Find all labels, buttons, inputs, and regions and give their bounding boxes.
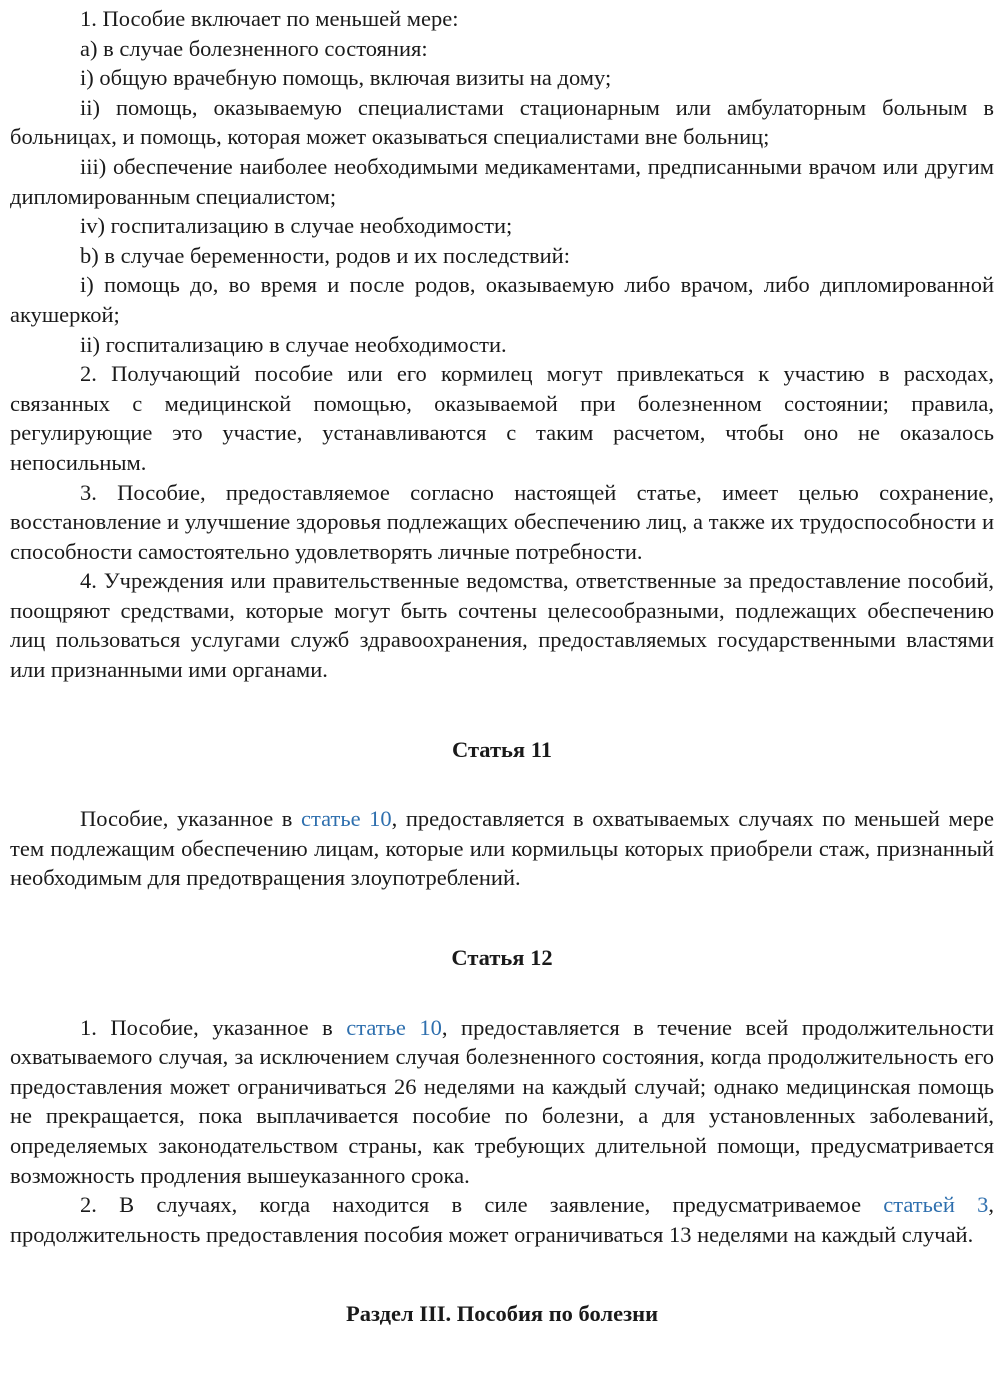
art10-para-1a: a) в случае болезненного состояния: bbox=[80, 35, 428, 61]
art10-para-3: 3. Пособие, предоставляемое согласно настоящей статье, имеет целью сохранение, восстановление и улучшение здоровья подлежащих обеспечению лиц, а также их трудоспособности и способности самостоятельно удовлетворять личные потребности. bbox=[10, 479, 994, 564]
article-11-heading: Статья 11 bbox=[452, 736, 552, 762]
art10-para-1: 1. Пособие включает по меньшей мере: bbox=[80, 6, 459, 31]
section-3-heading: Раздел III. Пособия по болезни bbox=[345, 1301, 659, 1327]
art12-para-1 bbox=[10, 1013, 994, 1191]
art10-para-1b-i: i) помощь до, во время и после родов, оказываемую либо врачом, либо дипломированной акушеркой; bbox=[10, 272, 994, 327]
art10-para-1a-i: i) общую врачебную помощь, включая визиты на дому; bbox=[80, 65, 612, 91]
art10-para-1a-iii: iii) обеспечение наиболее необходимыми медикаментами, предписанными врачом или другим дипломированным специалистом; bbox=[10, 153, 994, 209]
art10-para-1a-ii: ii) помощь, оказываемую специалистами стационарным или амбулаторным больным в больницах, и помощь, которая может оказываться специалистами вне больниц; bbox=[10, 94, 994, 150]
art11-text-before: Пособие, указанное в bbox=[80, 806, 301, 832]
art11-text-after: , предоставляется в охватываемых случаях по меньшей мере тем подлежащим обеспечению лицам, которые или кормильцы которых приобрели стаж, признанный необходимым для предотвращения злоупотреблений. bbox=[10, 806, 994, 891]
art11-link-article-10[interactable]: статье 10 bbox=[301, 806, 392, 832]
art12-para-2 bbox=[10, 1190, 994, 1249]
art12-link-article-3[interactable]: статьей 3 bbox=[883, 1192, 989, 1218]
art12-link-article-10[interactable]: статье 10 bbox=[346, 1014, 442, 1040]
art12-p2-text-after: , продолжительность предоставления пособия может ограничиваться 13 неделями на каждый случай. bbox=[10, 1192, 994, 1247]
document-page bbox=[10, 4, 994, 1329]
art10-para-2: 2. Получающий пособие или его кормилец могут привлекаться к участию в расходах, связанных с медицинской помощью, оказываемой при болезненном состоянии; правила, регулирующие это участие, устанавливаются с таким расчетом, чтобы оно не оказалось непосильным. bbox=[10, 361, 994, 475]
art11-para bbox=[10, 804, 994, 893]
art10-para-1a-iv: iv) госпитализацию в случае необходимости; bbox=[80, 213, 513, 239]
art10-para-1b-ii: ii) госпитализацию в случае необходимости. bbox=[80, 331, 507, 357]
art10-para-4: 4. Учреждения или правительственные ведомства, ответственные за предоставление пособий, поощряют средствами, которые могут быть сочтены целесообразными, подлежащих обеспечению лиц пользоваться услугами служб здравоохранения, предоставляемых государственными властями или признанными ими органами. bbox=[10, 568, 994, 683]
article-12-heading: Статья 12 bbox=[451, 945, 553, 971]
art12-p1-text-after: , предоставляется в течение всей продолжительности охватываемого случая, за исключением случая болезненного состояния, когда продолжительность его предоставления может ограничиваться 26 неделями на каждый случай; однако медицинская помощь не прекращается, пока выплачивается пособие по болезни, а для установленных заболеваний, определяемых законодательством страны, как требующих длительной помощи, предусматривается возможность продления вышеуказанного срока. bbox=[10, 1014, 994, 1188]
art10-para-1b: b) в случае беременности, родов и их последствий: bbox=[80, 242, 570, 268]
art12-p1-text-before: 1. Пособие, указанное в bbox=[80, 1014, 347, 1040]
art12-p2-text-before: 2. В случаях, когда находится в силе заявление, предусматриваемое bbox=[80, 1192, 884, 1218]
